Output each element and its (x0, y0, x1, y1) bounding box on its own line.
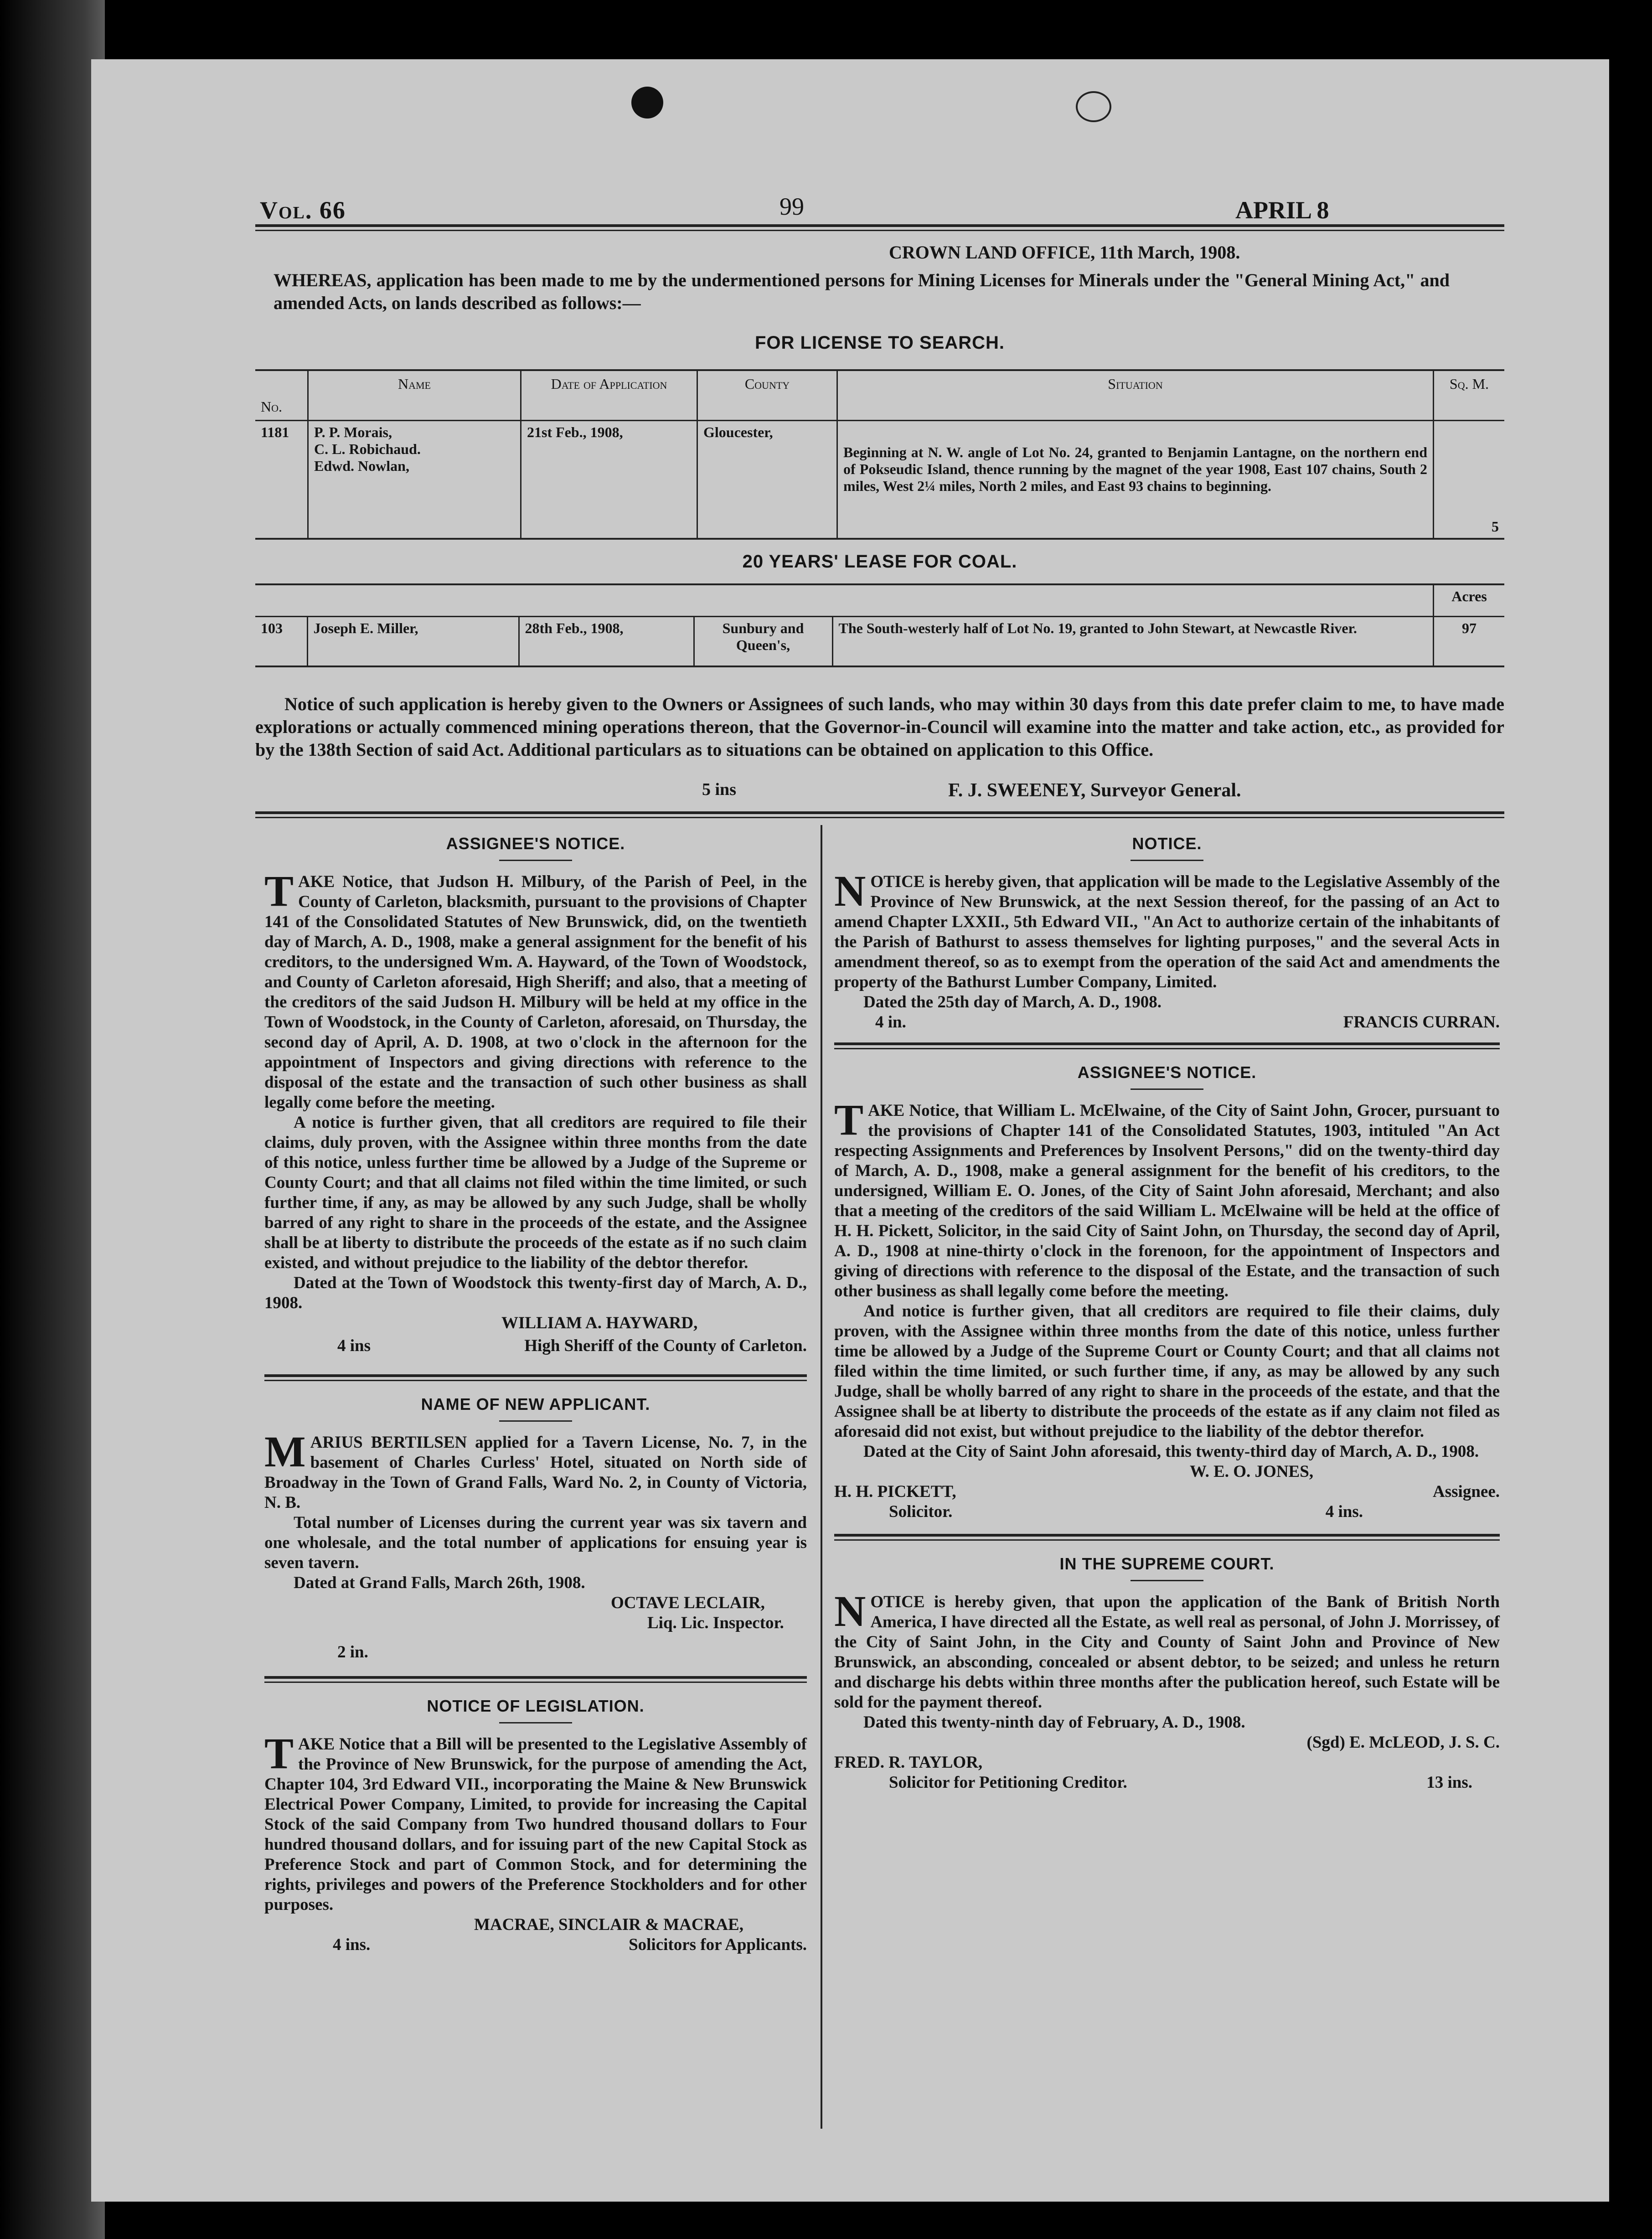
col-county: County (697, 370, 837, 420)
assignee-para-right: AKE Notice, that William L. McElwaine, of the City of Saint John, Grocer, pursuant to the provisions of Chapter 141 of the Consolidated Statutes, 1903, intituled "An Act respecting Assignments and Preferences by Insolvent Persons," did on the twenty-third day of March, A. D., 1908, make a general assignment for the benefit of his creditors, to the undersigned, William E. O. Jones, of the City of Saint John aforesaid, Merchant; and also that a meeting of the creditors of the said William L. McElwaine will be held at the office of H. H. Pickett, Solicitor, in the said City of Saint John, on Thursday, the second day of April, A. D., 1908 at nine-thirty o'clock in the forenoon, for the appointment of Inspectors and giving of directions with reference to the disposal of the Estate, and the transaction of such other business as shall legally come before the meeting. (834, 1101, 1500, 1300)
drop-cap: T (264, 867, 294, 915)
section-rule (834, 1042, 1500, 1049)
notice-title: NOTICE. (1132, 834, 1202, 853)
notice-para: OTICE is hereby given, that application will be made to the Legislative Assembly of the Province of New Brunswick, at the next Session thereof, for the passing of an Act to amend Chapter LXXII., 5th Edward VII., "An Act to authorize certain of the inhabitants of the Parish of Bathurst to assess themselves for lighting purposes," and the several Acts in amendment thereof, so as to exempt from the operation of the said Act and amendments the property of the Bathurst Lumber Company, Limited. (834, 872, 1500, 991)
notice-dated: Dated the 25th day of March, A. D., 1908. (863, 993, 1162, 1011)
notice-signer: FRANCIS CURRAN. (1343, 1013, 1500, 1032)
drop-cap: T (264, 1729, 294, 1778)
page-number: 99 (780, 193, 804, 220)
court-ins: 13 ins. (1426, 1773, 1472, 1792)
applicant-signer-title: Liq. Lic. Inspector. (647, 1614, 784, 1632)
col-name: Name (308, 370, 521, 420)
assignee-dated-right: Dated at the City of Saint John aforesaid, this twenty-third day of March, A. D., 1908. (863, 1442, 1479, 1461)
section-rule (264, 1374, 807, 1381)
assignee-ins-right: 4 ins. (1325, 1502, 1363, 1521)
applicant-para2: Total number of Licenses during the current year was six tavern and one wholesale, and the total number of applications for ensuing year is seven tavern. (264, 1513, 807, 1572)
solicitor-name: H. H. PICKETT, (834, 1482, 956, 1501)
coal-table (255, 583, 1504, 667)
coal-acres: 97 (1434, 616, 1505, 666)
office-line: CROWN LAND OFFICE, 11th March, 1908. (889, 242, 1240, 263)
col-sq: Sq. M. (1434, 370, 1505, 420)
court-signer-title: Solicitor for Petitioning Creditor. (889, 1773, 1127, 1792)
volume-label: Vol. 66 (260, 196, 346, 224)
legislation-para: AKE Notice that a Bill will be presented to the Legislative Assembly of the Province of New Brunswick, for the purpose of amending the Act, Chapter 104, 3rd Edward VII., incorporating the Maine & New Brunswick Electrical Power Company, Limited, to provide for increasing the Capital Stock of the said Company from Two hundred thousand dollars to Four hundred thousand dollars, and for issuing part of the new Capital Stock as Preference Stock and part of Common Stock, and for determining the rights, privileges and powers of the Preference Stockholders and for other purposes. (264, 1735, 807, 1914)
assignee-ins-left: 4 ins (337, 1336, 371, 1355)
court-para: OTICE is hereby given, that upon the application of the Bank of British North America, I have directed all the Estate, as well real as personal, of John J. Morrissey, of the City of Saint John, in the City and County of Saint John and Province of New Brunswick, an absconding, concealed or absent debtor, to be seized; and unless he return and discharge his debts within three months after the publication hereof, such Estate will be sold for the payment thereof. (834, 1593, 1500, 1712)
mining-ins: 5 ins (702, 780, 736, 799)
search-sq: 5 (1434, 420, 1505, 539)
search-no: 1181 (261, 423, 289, 440)
assignee-title-left: ASSIGNEE'S NOTICE. (446, 834, 625, 853)
search-name: P. P. Morais, (314, 423, 392, 440)
coal-date: 28th Feb., 1908, (519, 616, 694, 666)
coal-county: Sunbury and Queen's, (694, 616, 832, 666)
mining-intro: WHEREAS, application has been made to me by the undermentioned persons for Mining Licenses for Minerals under the "General Mining Act," and amended Acts, on lands described as follows:— (274, 270, 1450, 313)
assignee-signer-right: W. E. O. JONES, (1190, 1462, 1314, 1481)
applicant-ins: 2 in. (337, 1643, 368, 1661)
search-name: Edwd. Nowlan, (314, 457, 409, 474)
mining-notice: Notice of such application is hereby given to the Owners or Assignees of such lands, who may within 30 days from this date prefer claim to me, to have made explorations or actually commenced mining operations thereon, that the Governor-in-Council will examine into the matter and take action, etc., as provided for by the 138th Section of said Act. Additional particulars as to situations can be obtained on application to this Office. (255, 694, 1504, 760)
coal-name: Joseph E. Miller, (307, 616, 519, 666)
column-divider (821, 825, 822, 2129)
court-signer: FRED. R. TAYLOR, (834, 1753, 983, 1772)
punch-hole (631, 87, 663, 119)
right-column (834, 834, 1500, 1793)
section-rule (264, 1676, 807, 1683)
notice-ins: 4 in. (875, 1013, 906, 1032)
legislation-signer: MACRAE, SINCLAIR & MACRAE, (474, 1915, 743, 1934)
assignee-para-left: AKE Notice, that Judson H. Milbury, of the Parish of Peel, in the County of Carleton, blacksmith, pursuant to the provisions of Chapter 141 of the Consolidated Statutes of New Brunswick, did, on the twentieth day of March, A. D., 1908, make a general assignment for the benefit of his creditors, to the undersigned Wm. A. Hayward, of the Town of Woodstock, and County of Carleton aforesaid, High Sheriff; and also, that a meeting of the creditors of the said Judson H. Milbury will be held at my office in the Town of Woodstock, in the County of Carleton, aforesaid, on Thursday, the second day of April, A. D. 1908, at two o'clock in the afternoon for the appointment of Inspectors and giving directions with reference to the disposal of the estate and the transaction of such other business as shall legally come before the meeting. (264, 872, 807, 1112)
applicant-dated: Dated at Grand Falls, March 26th, 1908. (294, 1573, 585, 1592)
assignee-notice-left (264, 834, 807, 1356)
solicitor-title: Solicitor. (889, 1502, 953, 1521)
search-title: FOR LICENSE TO SEARCH. (755, 333, 1005, 353)
drop-cap: T (834, 1095, 864, 1144)
supreme-court-notice (834, 1554, 1500, 1793)
coal-unit: Acres (1434, 584, 1505, 616)
assignee-signer-title-right: Assignee. (1433, 1482, 1500, 1501)
col-situation: Situation (837, 370, 1434, 420)
applicant-para: ARIUS BERTILSEN applied for a Tavern License, No. 7, in the basement of Charles Curless' Hotel, situated on North side of Broadway in the Town of Grand Falls, Ward No. 2, in County of Victoria, N. B. (264, 1433, 807, 1512)
search-county: Gloucester, (697, 420, 837, 539)
punch-hole-outline (1076, 91, 1111, 122)
drop-cap: M (264, 1427, 306, 1476)
header-rule (255, 224, 1504, 231)
bathurst-notice (834, 834, 1500, 1032)
applicant-title: NAME OF NEW APPLICANT. (421, 1395, 650, 1414)
applicant-signer: OCTAVE LECLAIR, (611, 1594, 765, 1612)
search-names (308, 420, 521, 539)
section-rule (834, 1534, 1500, 1541)
assignee-notice-right (834, 1063, 1500, 1522)
court-judge: (Sgd) E. McLEOD, J. S. C. (1306, 1733, 1500, 1752)
court-title: IN THE SUPREME COURT. (1059, 1554, 1275, 1573)
drop-cap: N (834, 867, 866, 915)
assignee-signer-left: WILLIAM A. HAYWARD, (501, 1314, 698, 1332)
scan-edge (1609, 0, 1652, 2239)
legislation-notice (264, 1697, 807, 1955)
court-dated: Dated this twenty-ninth day of February, A. D., 1908. (863, 1713, 1245, 1732)
section-rule (255, 811, 1504, 818)
assignee-dated-left: Dated at the Town of Woodstock this twenty-first day of March, A. D., 1908. (264, 1274, 807, 1312)
coal-title: 20 YEARS' LEASE FOR COAL. (742, 552, 1017, 572)
new-applicant-notice (264, 1395, 807, 1662)
search-date: 21st Feb., 1908, (521, 420, 697, 539)
book-spine (0, 0, 105, 2239)
assignee-title-right: ASSIGNEE'S NOTICE. (1077, 1063, 1257, 1082)
left-column (264, 834, 807, 1955)
coal-no: 103 (261, 619, 283, 636)
search-row (255, 420, 1504, 539)
gazette-page (91, 59, 1609, 2202)
legislation-signer-title: Solicitors for Applicants. (629, 1935, 807, 1954)
issue-date: APRIL 8 (1235, 196, 1329, 224)
col-no: No. (261, 398, 282, 415)
coal-row (255, 616, 1504, 666)
legislation-ins: 4 ins. (333, 1935, 371, 1954)
assignee-para2-left: A notice is further given, that all creditors are required to file their claims, duly proven, with the Assignee within three months from the date of this notice, unless further time be allowed by a Judge of the Supreme or County Court; and that all claims not filed within the time limited, or such further time, if any, as may be allowed by any such Judge, shall be wholly barred of any right to share in the proceeds of the estate, and the Assignee shall be at liberty to distribute the proceeds of the estate as if no such claim existed, and without prejudice to the liability of the debtor therefor. (264, 1113, 807, 1272)
drop-cap: N (834, 1587, 866, 1635)
legislation-title: NOTICE OF LEGISLATION. (427, 1697, 645, 1715)
search-situation: Beginning at N. W. angle of Lot No. 24, granted to Benjamin Lantagne, on the northern end of Pokseudic Island, thence running by the magnet of the year 1908, East 107 chains, South 2 miles, West 2¼ miles, North 2 miles, and East 93 chains to beginning. (837, 420, 1434, 539)
assignee-signer-title-left: High Sheriff of the County of Carleton. (524, 1336, 807, 1355)
coal-situation: The South-westerly half of Lot No. 19, granted to John Stewart, at Newcastle River. (832, 616, 1434, 666)
surveyor-signature: F. J. SWEENEY, Surveyor General. (948, 780, 1241, 801)
col-date: Date of Application (521, 370, 697, 420)
search-name: C. L. Robichaud. (314, 440, 421, 457)
search-table (255, 369, 1504, 540)
assignee-para2-right: And notice is further given, that all creditors are required to file their claims, duly proven, with the Assignee within three months from the date of this notice, unless further time be allowed by a Judge of the Supreme Court or County Court; and that all claims not filed within the time limited, or such further time, if any, as may be allowed by any such Judge, shall be wholly barred of any right to share in the proceeds of the estate, and that the Assignee shall be at liberty to distribute the proceeds of the estate as if any claim not filed as aforesaid did not exist, but without prejudice to the liability of the debtor therefor. (834, 1302, 1500, 1441)
